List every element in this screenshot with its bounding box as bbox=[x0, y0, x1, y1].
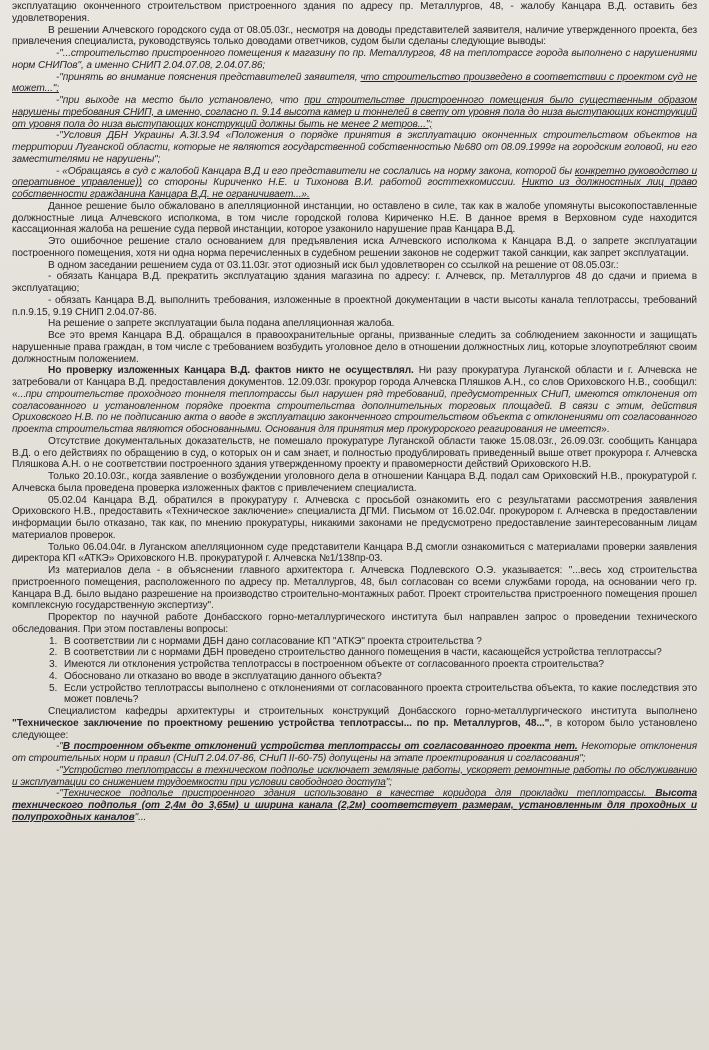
paragraph-erroneous-decision: Это ошибочное решение стало основанием для предъявления иска Алчевского исполкома к Канцара В.Д. о запрете эксплуатации построенного помещения, хотя ни одна норма перечисленных в судебном решении законов не содержит такой санкции, как запрет эксплуатации. bbox=[12, 236, 697, 259]
paragraph-only-20-10: Только 20.10.03г., когда заявление о возбуждении уголовного дела в отношении Канцара В.Д. подал сам Ориховский Н.В., прокуратурой г. Алчевска была проведена проверка изложенных фактов с привлечением специалиста. bbox=[12, 471, 697, 494]
conclusion-2: -"Устройство теплотрассы в техническом подполье исключает земляные работы, ускоряет ремонтные работы по обслуживанию и эксплуатации со снижением трудоемкости при условии свободного доступа"; bbox=[12, 764, 697, 788]
court-quote-3: -"при выходе на место было установлено, что при строительстве пристроенного помещения было существенным образом нарушены требования СНИП, а именно, согласно п. 9.14 высота камер и тоннелей в свету от уровня пола до низа выступающих конструкций от уровня пола до низа выступающих конструкций должны быть не менее 2 метров..."; bbox=[12, 95, 697, 130]
paragraph-one-hearing: В одном заседании решением суда от 03.11.03г. этот одиозный иск был удовлетворен со ссылкой на решение от 08.05.03г.: bbox=[48, 259, 619, 271]
paragraph-prorector-request: Проректор по научной работе Донбасского горно-металлургического института был направлен запрос о проведении технического обследования. При этом поставлены вопросы: bbox=[12, 612, 697, 635]
paragraph-technical-conclusion: Специалистом кафедры архитектуры и строительных конструкций Донбасского горно-металлургического института выполнено "Техническое заключение по проектному решению устройства теплотрассы... по пр. Металлургов, 48...", в котором было установлено следующее: bbox=[12, 706, 697, 741]
list-item: 2. В соответствии ли с нормами ДБН проведено строительство данного помещения в части, касающейся устройства теплотрассы? bbox=[60, 647, 697, 659]
list-item: 4. Обосновано ли отказано во вводе в эксплуатацию данного объекта? bbox=[60, 671, 697, 683]
paragraph-architect-explanation: Из материалов дела - в объяснении главного архитектора г. Алчевска Подлевского О.Э. указывается: "...весь ход строительства пристроенного помещения, расположенного по адресу пр. Металлургов, 48, был согласован со всеми службами города, на основании чего гр. Канцара В.Д. было выдано разрешение на производство строительно-монтажных работ. Проект строительства пристроенного помещения прошел комплексную государственную экспертизу". bbox=[12, 565, 697, 612]
court-quote-2: -"принять во внимание пояснения представителей заявителя, что строительство произведено в соответствии с проектом суд не может..."; bbox=[12, 71, 697, 95]
paragraph-court-decision-intro: В решении Алчевского городского суда от 08.05.03г., несмотря на доводы представителей заявителя, наличие утвержденного проекта, без привлечения специалиста, руководствуясь только доводами ответчиков, судом были сделаны следующие выводы: bbox=[12, 24, 697, 48]
paragraph-appeal-filed: На решение о запрете эксплуатации была подана апелляционная жалоба. bbox=[48, 318, 395, 330]
obligation-1: - обязать Канцара В.Д. прекратить эксплуатацию здания магазина по адресу: г. Алчевск, пр. Металлургов 48 до сдачи и приема в эксплуатацию; bbox=[12, 271, 697, 294]
court-quote-1: -"...строительство пристроенного помещения к магазину по пр. Металлургов, 48 на теплотрассе города выполнено с нарушениями норм СНИПов", а именно СНИП 2.04.07.08, 2.04.07.86; bbox=[12, 48, 697, 71]
paragraph-05-02-04: 05.02.04 Канцара В.Д. обратился в прокуратуру г. Алчевска с просьбой ознакомить его с результатами рассмотрения заявления Ориховского Н.В., предоставить «Техническое заключение» специалиста ДГМИ. Письмом от 16.02.04г. прокурором г. Алчевска в предоставлении информации было отказано, так как, по мнению прокуратуры, никакими законами не предусмотрено предоставление заинтересованным лицам материалов проверок. bbox=[12, 494, 697, 541]
paragraph-no-verification: Но проверку изложенных Канцара В.Д. фактов никто не осуществлял. Ни разу прокуратура Луганской области и г. Алчевска не затребовали от Канцара В.Д. предоставления документов. 12.09.03г. прокурор города Алчевска Пляшков А.Н., со слов Ориховского Н.В., сообщил: «...при строительстве проходного тоннеля теплотрассы был нарушен ряд требований, предусмотренных СНиП, имеются отклонения от согласованного и установленном порядке проекта строительства дополнительных торговых площадей. В связи с этим, действия Ориховского Н.В. по не подписанию акта о вводе в эксплуатацию законченного строительством объекта с отклонениями от согласованного проекта строительства являются обоснованными. Основания для принятия мер прокурорского реагирования не имеется». bbox=[12, 365, 697, 435]
court-quote-4: -"Условия ДБН Украины А.3I.3.94 «Положения о порядке принятия в эксплуатацию оконченных строительством объектов на территории Луганской области, которые не являются государственной собственностью №680 от 08.09.1999г на городским головой, ни его заместителями не нарушены"; bbox=[12, 130, 697, 165]
conclusion-3: -"Техническое подполье пристроенного здания использовано в качестве коридора для прокладки теплотрассы. Высота технического подполья (от 2,4м до 3,65м) и ширина канала (2,2м) соответствует размерам, установленным для проходных и полупроходных каналов"... bbox=[12, 788, 697, 823]
questions-list bbox=[12, 636, 697, 707]
paragraph-law-enforcement: Все это время Канцара В.Д. обращался в правоохранительные органы, призванные следить за соблюдением законности и защищать нарушенные права граждан, в том числе с требованием возбудить уголовное дело в отношении должностных лиц, которые злоупотребляют своим должностным положением. bbox=[12, 330, 697, 365]
conclusion-1: -"В построенном объекте отклонений устройства теплотрассы от согласованного проекта нет. Некоторые отклонения от строительных норм и правил (СНиП 2.04.07-86, СНиП II-60-75) допущены на этапе проектирования и согласования"; bbox=[12, 741, 697, 764]
paragraph-06-04-04: Только 06.04.04г. в Луганском апелляционном суде представители Канцара В.Д смогли ознакомиться с материалами проверки заявления директора КП «АТКЭ» Ориховского Н.В. прокуратурой г. Алчевска №1/138пр-03. bbox=[12, 541, 697, 565]
obligation-2: - обязать Канцара В.Д. выполнить требования, изложенные в проектной документации в части высоты канала теплотрассы, требований п.п.9.15, 9.19 СНИП 2.04.07-86. bbox=[12, 294, 697, 318]
paragraph-appeal: Данное решение было обжаловано в апелляционной инстанции, но оставлено в силе, так как в жалобе упомянуты высокопоставленные должностные лица Алчевского исполкома, в том числе городской голова Кириченко Н.Е. В данное время в Верховном суде находится кассационная жалоба на решение суда первой инстанции, которое узаконило нарушение прав Канцара В.Д. bbox=[12, 200, 697, 236]
document-text bbox=[12, 1, 697, 824]
paragraph-decision-end: эксплуатацию оконченного строительством пристроенного здания по адресу пр. Металлургов, 48, - жалобу Канцара В.Д. оставить без удовлетворения. bbox=[12, 1, 697, 24]
list-item: 1. В соответствии ли с нормами ДБН дано согласование КП "АТКЭ" проекта строительства ? bbox=[60, 636, 697, 648]
list-item: 3. Имеются ли отклонения устройства теплотрассы в построенном объекте от согласованного проекта строительства? bbox=[60, 659, 697, 671]
list-item: 5. Если устройство теплотрассы выполнено с отклонениями от согласованного проекта строительства объекта, то какие последствия это может повлечь? bbox=[60, 683, 697, 707]
court-quote-5: - «Обращаясь в суд с жалобой Канцара В.Д и его представители не сослались на норму закона, которой бы конкретно руководство и оперативное управление)) со стороны Кириченко Н.Е. и Тихонова В.И. работой госттехкомиссии. Никто из должностных лиц право собственности гражданина Канцара В.Д. не ограничивает...». bbox=[12, 165, 697, 200]
paragraph-no-evidence: Отсутствие документальных доказательств, не помешало прокуратуре Луганской области также 15.08.03г., 26.09.03г. сообщить Канцара В.Д. о его действиях по обращению в суд, о которых он и сам знает, и полностью продублировать приведенный выше ответ прокурора г. Алчевска Пляшкова А.Н. о не соответствии построенного здания утвержденному проекту и правомерности действий Ориховского Н.В. bbox=[12, 435, 697, 471]
